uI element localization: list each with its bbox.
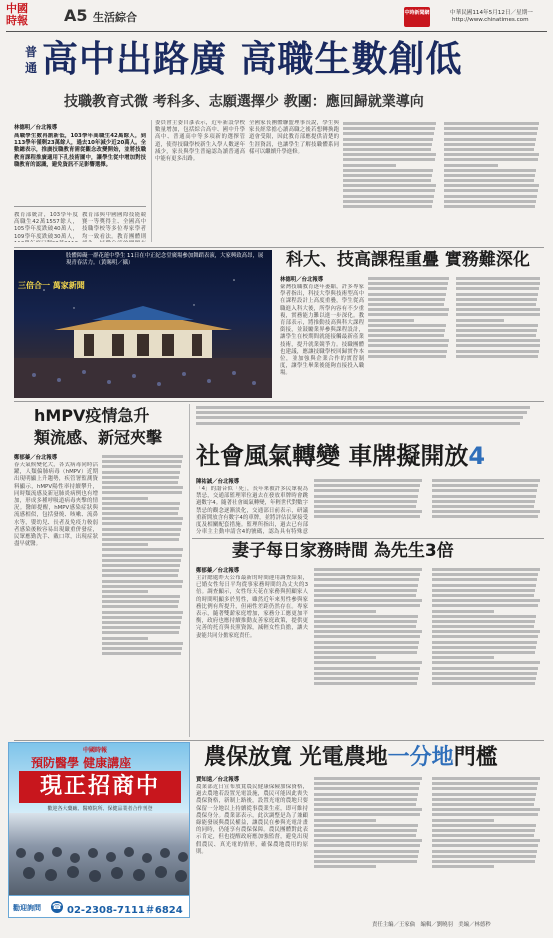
text-line (314, 479, 422, 482)
masthead-divider (6, 31, 547, 32)
main-body-c: 委員會主委自彥表示，近年新設學校數量增加，包括綜合高中、國中升學高中、普通高中等多項新的選擇管道，使得技職學校新生入學人數逐年減少，家長與學生普遍認為讀普通高中能有更多出路。 (155, 120, 245, 163)
text-line (102, 590, 148, 593)
text-line (102, 564, 180, 567)
text-line (102, 502, 180, 505)
text-line (432, 777, 540, 780)
text-line (102, 476, 179, 479)
text-line (456, 334, 536, 337)
text-line (444, 164, 498, 167)
text-line (432, 573, 538, 576)
text-line (368, 324, 446, 327)
text-line (314, 803, 416, 806)
news-photo (14, 250, 272, 398)
text-line (444, 127, 538, 130)
text-line (456, 339, 540, 342)
text-line (444, 205, 535, 208)
text-line (102, 522, 182, 525)
text-line (444, 195, 537, 198)
text-line (368, 344, 448, 347)
story4-upper-filler (196, 404, 544, 438)
text-line (432, 615, 536, 618)
text-line (314, 515, 420, 518)
text-line (314, 793, 418, 796)
text-line (444, 179, 534, 182)
text-line (432, 489, 537, 492)
text-line (444, 122, 539, 125)
story2-filler-1 (368, 275, 452, 397)
main-body-a: 教育部統計，103學年度高職生42萬1557餘人，105學年度跌破40萬人，109學年度跌破30萬人， (14, 212, 78, 240)
ad-big-banner: 現正招商中 (19, 771, 181, 803)
text-line (314, 589, 417, 592)
text-line (343, 205, 432, 208)
text-line (314, 641, 419, 644)
text-line (314, 625, 416, 628)
text-line (432, 677, 536, 680)
text-line (432, 620, 535, 623)
main-body-filler-1 (343, 120, 440, 244)
text-line (432, 641, 537, 644)
text-line (314, 500, 417, 503)
text-line (102, 512, 178, 515)
text-line (456, 282, 540, 285)
text-line (432, 484, 538, 487)
byline: 林德明／台北報導 (14, 125, 58, 131)
text-line (432, 515, 538, 518)
text-line (314, 573, 420, 576)
ad-subtext: 歡迎各大藥廠、醫療院所、保健品業者合作刊登 (47, 806, 153, 812)
text-line (314, 615, 418, 618)
story5-byline: 鄭郁蓁／台北報導 (196, 568, 240, 574)
text-line (343, 138, 433, 141)
text-line (432, 651, 535, 654)
text-line (456, 277, 540, 280)
text-line (432, 479, 540, 482)
text-line (432, 584, 536, 587)
text-line (432, 855, 536, 858)
text-line (368, 313, 448, 316)
text-line (432, 782, 538, 785)
text-line (102, 585, 182, 588)
text-line (314, 777, 422, 780)
text-line (196, 411, 527, 414)
text-line (314, 610, 376, 613)
text-line (432, 865, 494, 868)
text-line (456, 355, 538, 358)
text-line (102, 616, 182, 619)
story3-headline: hMPV疫情急升 (34, 406, 150, 425)
text-line (314, 661, 422, 664)
text-line (432, 667, 538, 670)
text-line (314, 651, 417, 654)
audience-illustration (9, 813, 190, 895)
ad-crowd-photo (9, 813, 190, 895)
main-headline: 高中出路廣 高職生數創低 (42, 39, 463, 80)
text-line (343, 200, 433, 203)
site-url: http://www.chinatimes.com (452, 17, 529, 23)
photo-caption: 肢體障礙一群花蓮中學生 11日在中正紀念堂廣場參加舞蹈表演，大家興致高昂，展現青春活力。（黃賜明／攝） (66, 253, 264, 266)
text-line (432, 630, 540, 633)
text-line (368, 334, 444, 337)
text-line (314, 829, 417, 832)
text-line (343, 148, 431, 151)
text-line (368, 319, 414, 322)
text-line (432, 839, 540, 842)
story4-headline-number: 4 (468, 442, 486, 470)
text-line (314, 599, 422, 602)
text-line (432, 510, 540, 513)
text-line (432, 798, 535, 801)
text-line (102, 543, 148, 546)
text-line (314, 808, 422, 811)
main-lead-box (14, 123, 146, 207)
text-line (368, 329, 445, 332)
text-line (314, 865, 376, 868)
text-line (343, 179, 431, 182)
text-line (314, 834, 416, 837)
story5-headline: 妻子每日家務時間 為先生3倍 (232, 541, 454, 561)
text-line (444, 189, 538, 192)
text-line (444, 158, 538, 161)
text-line (432, 578, 537, 581)
story5-text: 主計總處昨天公布最新的時間運用調查結果，已婚女性每日平均從事家務時間約為丈夫的3倍。調查顯示，女性每天花在家務與照顧家人的時間明顯多於男性，雖然近年來男性參與家務比例有所提升，但兩性差距仍然存在。專家表示，隨著雙薪家庭增加，家務分工應更加平衡，政府也應持續推動友善家庭政策，提供更完善的托育與長照資源，減輕女性負擔，讓夫妻能共同分擔家庭責任。 (196, 575, 308, 639)
text-line (102, 491, 182, 494)
story6-text: 農業部近日宣布放寬農民健康保險加保資格，過去農地若設置光電設施，農民可能因此喪失農保資格，新制上路後，設置光電的農地只要保留一分地以上持續從事農業生產，即可維持農保身分。農業部表示，此次調整是為了兼顧綠能發展與農民權益，讓農民在參與光電計畫的同時，仍能享有農保保障。農民團體對此表示肯定，但也提醒政府應加強監督，避免出現假農民、真光電的情形，確保農地農用的原則。 (196, 784, 308, 855)
story6-headline (204, 744, 498, 772)
text-line (314, 672, 419, 675)
text-line (432, 682, 535, 685)
divider (14, 401, 544, 402)
text-line (368, 308, 449, 311)
text-line (102, 626, 180, 629)
text-line (432, 604, 538, 607)
text-line (432, 844, 538, 847)
text-line (196, 406, 530, 409)
text-line (102, 605, 178, 608)
text-line (432, 808, 540, 811)
text-line (314, 584, 418, 587)
text-line (102, 611, 183, 614)
divider (14, 740, 544, 741)
text-line (432, 599, 540, 602)
text-line (314, 824, 418, 827)
photo-banner: 三倍合一 萬家新聞 (18, 281, 85, 290)
ad-footer-label: 勸迎詢問 (13, 904, 41, 912)
kicker-tag: 普通 (24, 45, 37, 75)
text-line (102, 538, 179, 541)
text-line (343, 132, 434, 135)
text-line (432, 505, 534, 508)
text-line (102, 486, 183, 489)
text-line (102, 621, 181, 624)
text-line (343, 164, 396, 167)
text-line (368, 287, 447, 290)
text-line (432, 656, 494, 659)
newspaper-logo: 中國 時報 (6, 2, 28, 27)
text-line (444, 184, 539, 187)
text-line (102, 574, 178, 577)
text-line (343, 195, 434, 198)
text-line (432, 813, 538, 816)
text-line (456, 350, 539, 353)
column-divider (189, 404, 190, 737)
text-line (314, 620, 417, 623)
main-body-d: 全國家長團體聯盟理事長說，學生與家長經常擔心讀高職之後若想轉換跑道會受限，因此教育部應提供清楚的生涯資訊，也讓學生了解技職體系同樣可以繼續升學進修。 (249, 120, 339, 155)
text-line (368, 355, 446, 358)
text-line (432, 635, 538, 638)
story3-text: 春天氣候變化大，各式病毒同時活躍，人類偏肺病毒（hMPV）近期出現明顯上升趨勢，疾管署監測資料顯示，hMPV陽性率持續攀升，同時類流感及新冠肺炎病例也有增加，形成多種呼吸道病毒夾擊的情況。醫師提醒，hMPV感染症狀與流感相似，包括發燒、咳嗽、流鼻水等，嬰幼兒、長者及免疫力較弱者感染後較容易出現嚴重併發症，民眾應勤洗手、戴口罩，出現症狀盡早就醫。 (14, 462, 98, 548)
story4-body (196, 477, 544, 535)
text-line (314, 656, 376, 659)
story6-filler-2 (432, 775, 544, 909)
text-line (432, 568, 540, 571)
text-line (432, 495, 536, 498)
story6-headline-accent: 一分地 (387, 745, 454, 770)
text-line (456, 308, 540, 311)
text-line (314, 682, 417, 685)
text-line (102, 548, 183, 551)
text-line (432, 829, 535, 832)
text-line (102, 569, 179, 572)
story4-headline (196, 440, 485, 472)
text-line (456, 298, 537, 301)
text-line (432, 850, 537, 853)
text-line (314, 489, 419, 492)
text-line (102, 554, 182, 557)
text-line (456, 329, 537, 332)
text-line (314, 677, 418, 680)
advertisement (8, 742, 190, 918)
text-line (343, 169, 433, 172)
story3-body (14, 453, 186, 737)
text-line (432, 834, 534, 837)
text-line (368, 293, 446, 296)
story3-byline: 鄭郁蓁／台北報導 (14, 455, 58, 461)
text-line (343, 174, 432, 177)
text-line (432, 803, 534, 806)
text-line (432, 589, 535, 592)
text-line (432, 860, 535, 863)
text-line (456, 319, 504, 322)
text-line (314, 850, 419, 853)
text-line (456, 313, 540, 316)
text-line (102, 600, 179, 603)
story4-byline: 陳祐誠／台北報導 (196, 479, 240, 485)
text-line (432, 646, 536, 649)
text-line (102, 465, 181, 468)
text-line (196, 422, 520, 425)
text-line (456, 287, 539, 290)
text-line (102, 647, 182, 650)
text-line (314, 813, 420, 816)
story6-headline-text: 農保放寬 光電農地 (204, 745, 388, 770)
text-line (368, 277, 449, 280)
masthead (0, 0, 553, 34)
text-line (444, 143, 535, 146)
page-footer-credits: 責任主編／王家倫 編輯／劉曉羽 美編／林德秒 (372, 922, 491, 928)
story6-filler-1 (314, 775, 426, 909)
page-number: A5 (64, 6, 88, 25)
text-line (314, 798, 417, 801)
text-line (444, 148, 534, 151)
text-line (102, 455, 183, 458)
phone-icon: ☎ (52, 902, 62, 911)
text-line (314, 568, 422, 571)
date-line: 中華民國114年5月12日／星期一 (450, 10, 533, 16)
story6-headline-end: 門檻 (453, 745, 498, 770)
text-line (314, 667, 420, 670)
text-line (314, 855, 418, 858)
text-line (343, 189, 435, 192)
text-line (314, 505, 416, 508)
text-line (432, 672, 537, 675)
story5-body (196, 566, 544, 736)
section-name: 生活綜合 (93, 11, 137, 24)
text-line (196, 416, 523, 419)
text-line (368, 298, 445, 301)
text-line (314, 594, 416, 597)
main-body-b: 教育部與中國國際技能競賽一等獎得主、全國高中技職學校等多位專家學者均一致看法。教育團體則 (82, 212, 146, 240)
divider (192, 538, 544, 539)
column-divider (151, 120, 152, 242)
text-line (432, 594, 534, 597)
story5-filler-2 (432, 566, 544, 736)
text-line (314, 578, 419, 581)
story2-text: 臺灣技職教育逐年萎縮，許多專家學者指出，科技大學與技術型高中在課程設計上高度重疊，學生從高職進入科大後，所學內容有不少重複，實務能力難以進一步深化。教育部表示，將推動技高與科大課程銜接，並鼓勵業界參與課程設計，讓學生在校期間就能接觸最新產業技術，提升就業競爭力。技職團體也建議，應讓技職學校回歸實作本位，並加強與企業合作的實習制度，讓學生畢業後能夠直接投入職場。 (280, 284, 364, 377)
text-line (102, 652, 181, 655)
divider (14, 247, 544, 248)
lead-paragraph: 高職學生數再創新低，103學年高職生42萬餘人，到113學年僅剩23萬餘人，過去10年減少近20萬人。全數總表示，推廣技職教育需從觀念改變開始，並將技職教育課程推廣適用下孔技術圖中，讓學生從中增加對技職教育的認識，避免資訊不足影響選擇。 (14, 133, 146, 168)
text-line (343, 143, 432, 146)
text-line (432, 793, 536, 796)
text-line (432, 610, 494, 613)
story2-body (280, 275, 544, 397)
text-line (314, 484, 420, 487)
text-line (343, 127, 435, 130)
story2-headline: 科大、技高課程重疊 實務難深化 (286, 250, 530, 270)
story6-byline: 賈知遠／台北報導 (196, 777, 240, 783)
text-line (102, 481, 178, 484)
story3-headline-2: 類流感、新冠夾擊 (34, 428, 163, 447)
text-line (102, 460, 182, 463)
story5-filler-1 (314, 566, 426, 736)
text-line (314, 635, 420, 638)
text-line (314, 819, 376, 822)
text-line (314, 630, 422, 633)
text-line (102, 497, 148, 500)
text-line (314, 782, 420, 785)
ad-top-label: 中國時報 (83, 747, 108, 754)
text-line (432, 625, 534, 628)
text-line (432, 819, 494, 822)
text-line (102, 533, 180, 536)
text-line (432, 500, 535, 503)
text-line (102, 517, 183, 520)
text-line (102, 507, 179, 510)
text-line (444, 200, 536, 203)
text-line (343, 158, 435, 161)
text-line (368, 282, 448, 285)
story6-body (196, 775, 544, 909)
story3-filler (102, 453, 186, 737)
story4-filler-1 (314, 477, 426, 535)
ad-footer-bar (9, 895, 190, 918)
main-subheadline: 技職教育式微 考科多、志願選擇少 教團：應回歸就業導向 (64, 94, 424, 110)
text-line (444, 169, 536, 172)
text-line (314, 839, 422, 842)
right-logo: 中時新聞網 (404, 7, 430, 27)
text-line (314, 495, 418, 498)
text-line (444, 138, 536, 141)
story4-text: 「4」的諧音似「死」，長年來被許多民眾視為禁忌，交通部監理單位過去在發放車牌時會跳過數字4。隨著社會風氣轉變，年輕世代對數字禁忌的觀念逐漸淡化，交通部日前表示，研議重新開放含有數字4的車牌，並將評估民眾接受度及相關配套措施。監理所指出，過去已有部分車主主動申請含4的號碼，認為具有特殊意 (196, 486, 308, 535)
story4-filler-2 (432, 477, 544, 535)
ad-title: 預防醫學 健康講座 (31, 756, 132, 770)
text-line (102, 528, 181, 531)
text-line (456, 303, 536, 306)
text-line (102, 637, 148, 640)
text-line (314, 604, 420, 607)
text-line (432, 661, 540, 664)
text-line (444, 174, 535, 177)
text-line (368, 303, 444, 306)
text-line (102, 642, 183, 645)
text-line (314, 860, 417, 863)
text-line (368, 339, 449, 342)
text-line (432, 824, 536, 827)
text-line (102, 580, 183, 583)
story2-byline: 林德明／台北報導 (280, 277, 324, 283)
text-line (314, 510, 422, 513)
text-line (102, 471, 180, 474)
text-line (314, 844, 420, 847)
text-line (343, 122, 436, 125)
text-line (343, 153, 436, 156)
text-line (102, 631, 179, 634)
text-line (314, 787, 419, 790)
story4-headline-text: 社會風氣轉變 車牌擬開放 (196, 442, 469, 470)
text-line (456, 293, 538, 296)
memorial-hall-illustration (14, 250, 272, 398)
text-line (432, 787, 537, 790)
text-line (102, 559, 181, 562)
text-line (444, 153, 539, 156)
text-line (444, 132, 537, 135)
text-line (368, 350, 447, 353)
ad-phone-number[interactable]: 02-2308-7111＃6824 (67, 905, 183, 916)
text-line (102, 595, 180, 598)
story2-filler-2 (456, 275, 544, 397)
text-line (456, 344, 540, 347)
main-body-filler-2 (444, 120, 543, 244)
text-line (343, 184, 436, 187)
text-line (456, 324, 538, 327)
text-line (314, 646, 418, 649)
